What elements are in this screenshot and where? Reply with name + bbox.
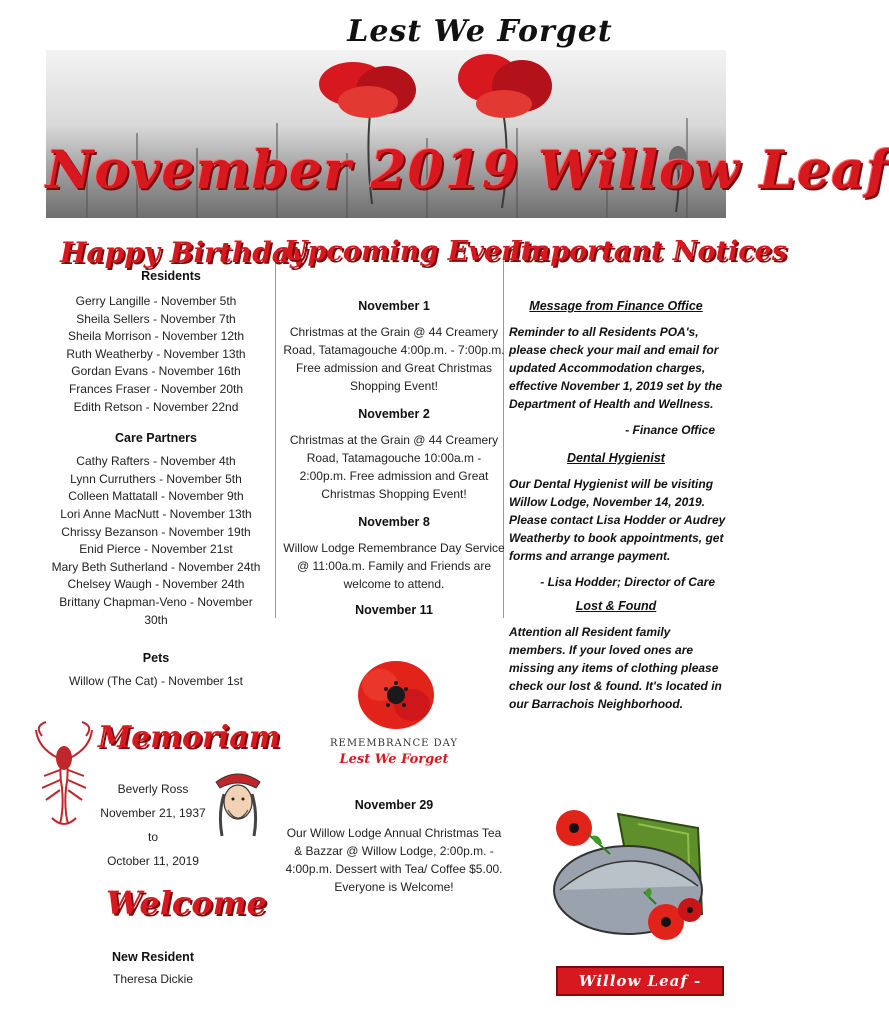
- event-text-2: Christmas at the Grain @ 44 Creamery Road, Tatamagouche 10:00a.m - 2:00p.m. Free admission and Great Christmas Shopping Event!: [289, 433, 499, 501]
- finance-sign: - Finance Office: [625, 423, 715, 437]
- lost-found-body: Attention all Resident family members. If your loved ones are missing any items of clothing please check our lost & found. It's located in our Barrachois Neighborhood.: [509, 625, 722, 711]
- pet-birthday-item: Willow (The Cat) - November 1st: [68, 674, 244, 689]
- memoriam-to: to: [147, 830, 158, 844]
- lost-found-title: Lost & Found: [575, 599, 657, 613]
- dental-title: Dental Hygienist: [567, 451, 665, 465]
- new-resident-name: Theresa Dickie: [112, 972, 194, 986]
- lest-we-forget-tagline: Lest We Forget: [347, 14, 613, 49]
- notices-heading: Important Notices: [509, 236, 788, 267]
- finance-title: Message from Finance Office: [529, 299, 703, 313]
- page-title: November 2019 Willow Leaf: [46, 140, 889, 201]
- resident-birthday-item: Edith Retson - November 22nd: [73, 399, 239, 414]
- memoriam-block: [86, 782, 220, 868]
- event-date-2: November 2: [358, 407, 430, 421]
- care-partner-birthday-item: Chrissy Bezanson - November 19th: [61, 524, 251, 539]
- page-label: Willow Leaf - Page 1: [556, 966, 724, 996]
- event-text-1: Christmas at the Grain @ 44 Creamery Road, Tatamagouche 4:00p.m. - 7:00p.m. Free admission and Great Christmas Shopping Event!: [283, 325, 505, 393]
- dental-sign: - Lisa Hodder; Director of Care: [540, 575, 715, 589]
- event-date-4: November 11: [355, 603, 433, 617]
- residents-label: Residents: [141, 269, 201, 283]
- event-text-3: Willow Lodge Remembrance Day Service @ 11:00a.m. Family and Friends are welcome to attend.: [283, 541, 505, 591]
- care-partner-birthday-item: Brittany Chapman-Veno - November 30th: [59, 594, 253, 627]
- finance-body: Reminder to all Residents POA's, please check your mail and email for updated Accommodation charges, effective November 1, 2019 set by the Department of Health and Wellness.: [509, 325, 723, 411]
- birthday-column: [46, 236, 307, 691]
- new-resident-label: New Resident: [112, 950, 194, 964]
- care-partner-birthday-item: Lori Anne MacNutt - November 13th: [60, 506, 252, 521]
- care-partner-birthday-item: Chelsey Waugh - November 24th: [67, 577, 245, 592]
- event-date-5: November 29: [354, 798, 434, 812]
- birthday-heading: Happy Birthday: [60, 236, 307, 269]
- remembrance-day-label: REMEMBRANCE DAY: [329, 738, 459, 749]
- resident-birthday-item: Sheila Morrison - November 12th: [67, 329, 245, 344]
- care-partner-birthday-item: Mary Beth Sutherland - November 24th: [51, 559, 261, 574]
- portrait-icon: [212, 764, 264, 840]
- remembrance-lest-we-forget: Lest We Forget: [339, 752, 449, 767]
- care-partners-label: Care Partners: [115, 431, 197, 446]
- dental-body: Our Dental Hygienist will be visiting Willow Lodge, November 14, 2019. Please contact Lisa Hodder or Audrey Weatherby to book appointments, get forms and arrange payment.: [509, 477, 726, 563]
- memoriam-died: October 11, 2019: [107, 854, 199, 868]
- pets-list: [46, 673, 266, 691]
- care-partner-birthday-item: Enid Pierce - November 21st: [79, 542, 233, 557]
- event-date-3: November 8: [358, 515, 430, 529]
- care-partner-birthday-item: Colleen Mattatall - November 9th: [68, 489, 244, 504]
- resident-birthday-item: Ruth Weatherby - November 13th: [66, 346, 246, 361]
- resident-birthday-item: Gerry Langille - November 5th: [75, 294, 237, 308]
- residents-list: [46, 293, 266, 416]
- resident-birthday-item: Sheila Sellers - November 7th: [76, 311, 236, 326]
- remembrance-poppy-icon: [354, 655, 438, 733]
- memoriam-name: Beverly Ross: [117, 782, 189, 796]
- care-partners-list: [46, 453, 266, 629]
- events-heading: Upcoming Events: [284, 236, 549, 267]
- notices-column: [505, 236, 788, 713]
- memoriam-heading: Memoriam: [98, 720, 281, 755]
- welcome-heading: Welcome: [106, 884, 267, 922]
- events-column: [282, 236, 549, 617]
- helmet-poppies-icon: [548, 794, 720, 954]
- memoriam-born: November 21, 1937: [100, 806, 206, 820]
- event-date-1: November 1: [358, 299, 430, 313]
- resident-birthday-item: Gordan Evans - November 16th: [71, 364, 241, 379]
- care-partner-birthday-item: Cathy Rafters - November 4th: [76, 454, 236, 469]
- care-partner-birthday-item: Lynn Curruthers - November 5th: [70, 471, 242, 486]
- pets-label: Pets: [142, 651, 170, 666]
- event-text-5: Our Willow Lodge Annual Christmas Tea & Bazzar @ Willow Lodge, 2:00p.m. - 4:00p.m. Dessert with Tea/ Coffee $5.00. Everyone is Welcome!: [285, 826, 503, 894]
- column-divider: [275, 258, 276, 618]
- resident-birthday-item: Frances Fraser - November 20th: [68, 381, 244, 396]
